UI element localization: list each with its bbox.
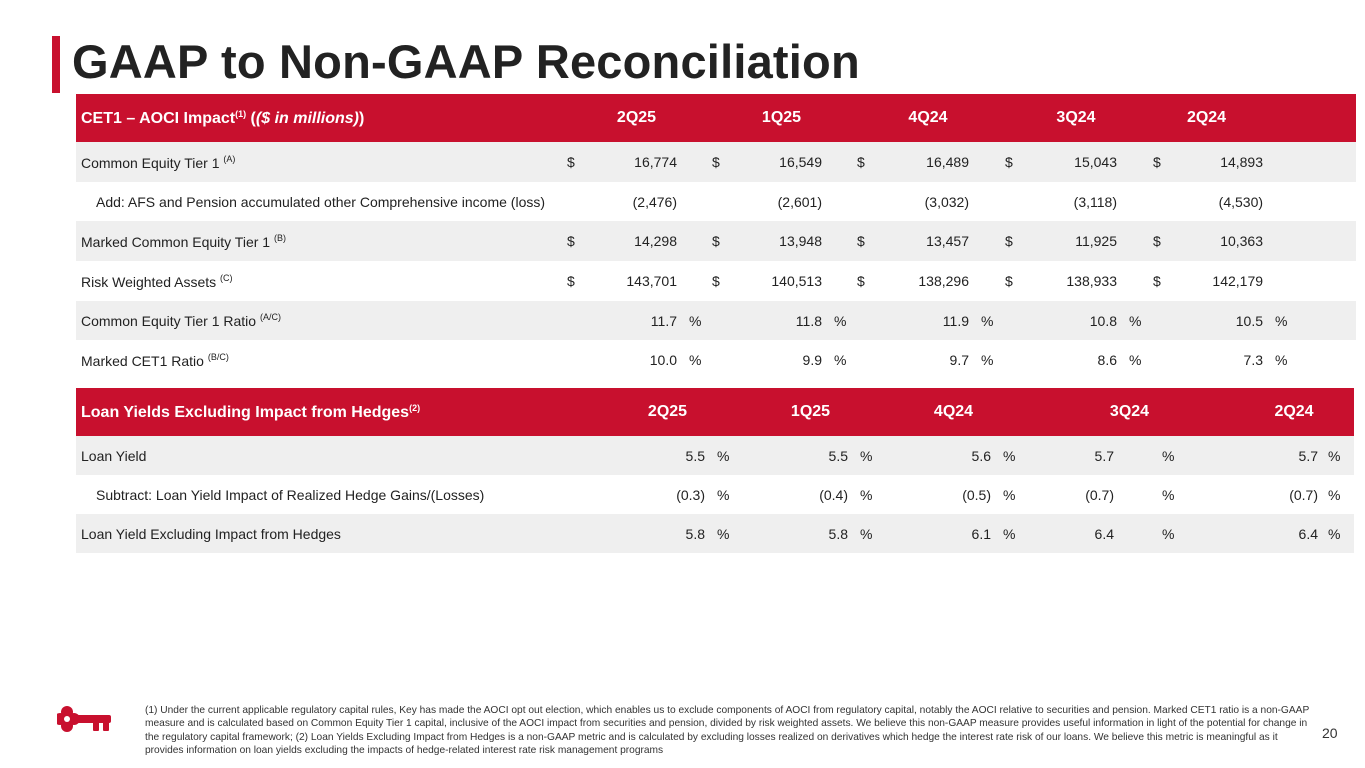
cell-value: 6.4	[1047, 514, 1114, 553]
cell-value: 6.4 %	[1256, 514, 1354, 553]
percent-unit: %	[1117, 301, 1150, 340]
period-header: 2Q25	[564, 94, 709, 142]
percent-unit: %	[677, 301, 709, 340]
cell-value: 5.6	[904, 436, 991, 475]
cell-value: 138,296	[918, 273, 969, 289]
cell-value: 140,513	[771, 273, 822, 289]
percent-unit: %	[969, 301, 1002, 340]
table-header-label: CET1 – AOCI Impact$^{(1)}$ (($ in millions))	[76, 94, 564, 142]
cell-value: 10,363	[1172, 221, 1263, 261]
cet1-aoci-table	[76, 94, 1356, 380]
page-number: 20	[1322, 725, 1338, 741]
currency-symbol: $	[1150, 221, 1172, 261]
currency-symbol: $	[709, 221, 731, 261]
cell-value: 11.9	[876, 301, 969, 340]
percent-unit: %	[834, 352, 847, 368]
period-header: 3Q24	[1002, 94, 1150, 142]
percent-unit: %	[1114, 436, 1234, 475]
percent-unit: %	[1263, 301, 1356, 340]
table-row	[76, 182, 1356, 221]
page-title: GAAP to Non-GAAP Reconciliation	[72, 35, 860, 88]
period-header: 2Q24	[1150, 94, 1263, 142]
currency-symbol: $	[854, 142, 876, 182]
cell-value: (3,118)	[1073, 193, 1117, 210]
percent-unit: %	[1275, 352, 1288, 368]
period-header: 2Q25	[596, 388, 739, 436]
cell-value: 10.5	[1172, 301, 1263, 340]
percent-unit: %	[689, 352, 702, 368]
table-row	[76, 514, 1354, 553]
percent-unit: %	[717, 486, 730, 503]
percent-unit: %	[1129, 352, 1142, 368]
cell-value: 16,489	[876, 142, 969, 182]
cell-value: 13,948	[731, 221, 822, 261]
cell-value: (0.7) %	[1289, 486, 1341, 503]
percent-unit: %	[705, 436, 739, 475]
row-label: Marked Common Equity Tier 1 $^{(B)}$	[76, 221, 564, 261]
cell-value: 138,933	[1066, 273, 1117, 289]
cell-value: (0.3)	[676, 486, 705, 503]
percent-unit: %	[1003, 486, 1016, 503]
cell-value: (4,530)	[1218, 193, 1264, 210]
currency-symbol: $	[854, 221, 876, 261]
row-label: Risk Weighted Assets $^{(C)}$	[81, 272, 233, 290]
cell-value: (2,601)	[777, 193, 822, 210]
cell-value: 8.6	[1097, 352, 1117, 368]
percent-unit: %	[848, 514, 882, 553]
currency-symbol: $	[1002, 142, 1024, 182]
footnote-text: (1) Under the current applicable regulatory capital rules, Key has made the AOCI opt out election, which enables us to exclude components of AOCI from regulatory capital, notably the AOCI relative to securities and pension. Marked CET1 ratio is a non-GAAP measure and is calculated based on Common Equity Tier 1 capital, inclusive of the AOCI impact from securities and pension, divided by risk weighted assets. We believe this non-GAAP measure provides useful information in light of the potential for change in the regulatory capital framework; (2) Loan Yields Excluding Impact from Hedges is a non-GAAP metric and is calculated by excluding losses realized on derivatives which hedge the interest rate risk of our loans. We believe this metric is meaningful as it provides information on loan yields excluding the impacts of hedge-related interest rate risk management programs	[145, 705, 1310, 756]
cell-value: (2,476)	[632, 193, 677, 210]
currency-symbol: $	[567, 273, 575, 289]
period-header: 4Q24	[854, 94, 1002, 142]
cell-value: 9.7	[949, 352, 969, 368]
table-row	[76, 261, 1356, 301]
currency-symbol: $	[564, 142, 586, 182]
period-header: 2Q24	[1234, 388, 1354, 436]
cell-value: 16,549	[731, 142, 822, 182]
percent-unit: %	[1162, 486, 1175, 503]
percent-unit: %	[991, 436, 1025, 475]
percent-unit: %	[991, 514, 1025, 553]
row-label: Marked CET1 Ratio $^{(B/C)}$	[81, 351, 229, 369]
cell-value: 14,893	[1172, 142, 1263, 182]
percent-unit: %	[822, 301, 854, 340]
percent-unit: %	[848, 436, 882, 475]
key-logo-icon	[57, 704, 113, 734]
table-header-label: Loan Yields Excluding Impact from Hedges$^{(2)}$	[76, 388, 596, 436]
currency-symbol: $	[1150, 142, 1172, 182]
table-header-row	[76, 94, 1356, 142]
cell-value: 16,774	[586, 142, 677, 182]
period-header: 1Q25	[709, 94, 854, 142]
cell-value: 9.9	[802, 352, 822, 368]
row-label: Common Equity Tier 1 $^{(A)}$	[76, 142, 564, 182]
cell-value: 5.8	[618, 514, 705, 553]
percent-unit: %	[860, 486, 873, 503]
cell-value: 15,043	[1024, 142, 1117, 182]
table-row	[76, 340, 1356, 380]
cell-value: 6.1	[904, 514, 991, 553]
cell-value: 11.7	[586, 301, 677, 340]
cell-value: 5.8	[761, 514, 848, 553]
currency-symbol: $	[857, 273, 865, 289]
cell-value: 143,701	[626, 273, 677, 289]
cell-value: 10.0	[649, 352, 677, 368]
period-header: 3Q24	[1025, 388, 1234, 436]
title-accent-bar	[52, 36, 60, 93]
cell-value: 10.8	[1024, 301, 1117, 340]
percent-unit: %	[1114, 514, 1234, 553]
table-row	[76, 301, 1356, 340]
currency-symbol: $	[1153, 273, 1161, 289]
currency-symbol: $	[712, 273, 720, 289]
cell-value: 5.5	[618, 436, 705, 475]
table-row	[76, 475, 1354, 514]
currency-symbol: $	[709, 142, 731, 182]
row-label: Loan Yield	[76, 436, 596, 475]
cell-value: (0.5)	[962, 486, 991, 503]
table-header-row	[76, 388, 1354, 436]
cell-value: 142,179	[1212, 273, 1264, 289]
cell-value: 7.3	[1243, 352, 1264, 368]
table-row	[76, 436, 1354, 475]
cell-value: 14,298	[586, 221, 677, 261]
cell-value: 13,457	[876, 221, 969, 261]
row-label: Subtract: Loan Yield Impact of Realized Hedge Gains/(Losses)	[96, 486, 485, 503]
cell-value: 5.7 %	[1256, 436, 1354, 475]
row-label: Common Equity Tier 1 Ratio $^{(A/C)}$	[76, 301, 564, 340]
cell-value: 11,925	[1024, 221, 1117, 261]
period-header: 1Q25	[739, 388, 882, 436]
row-label: Loan Yield Excluding Impact from Hedges	[76, 514, 596, 553]
percent-unit: %	[705, 514, 739, 553]
cell-value: (0.7)	[1085, 486, 1114, 503]
currency-symbol: $	[1005, 273, 1013, 289]
cell-value: (3,032)	[924, 193, 969, 210]
currency-symbol: $	[1002, 221, 1024, 261]
period-header: 4Q24	[882, 388, 1025, 436]
percent-unit: %	[981, 352, 994, 368]
row-label: Add: AFS and Pension accumulated other Comprehensive income (loss)	[96, 193, 546, 210]
cell-value: 5.5	[761, 436, 848, 475]
loan-yield-table	[76, 388, 1354, 553]
cell-value: 11.8	[731, 301, 822, 340]
currency-symbol: $	[564, 221, 586, 261]
table-row	[76, 142, 1356, 182]
cell-value: (0.4)	[819, 486, 848, 503]
table-row	[76, 221, 1356, 261]
cell-value: 5.7	[1047, 436, 1114, 475]
